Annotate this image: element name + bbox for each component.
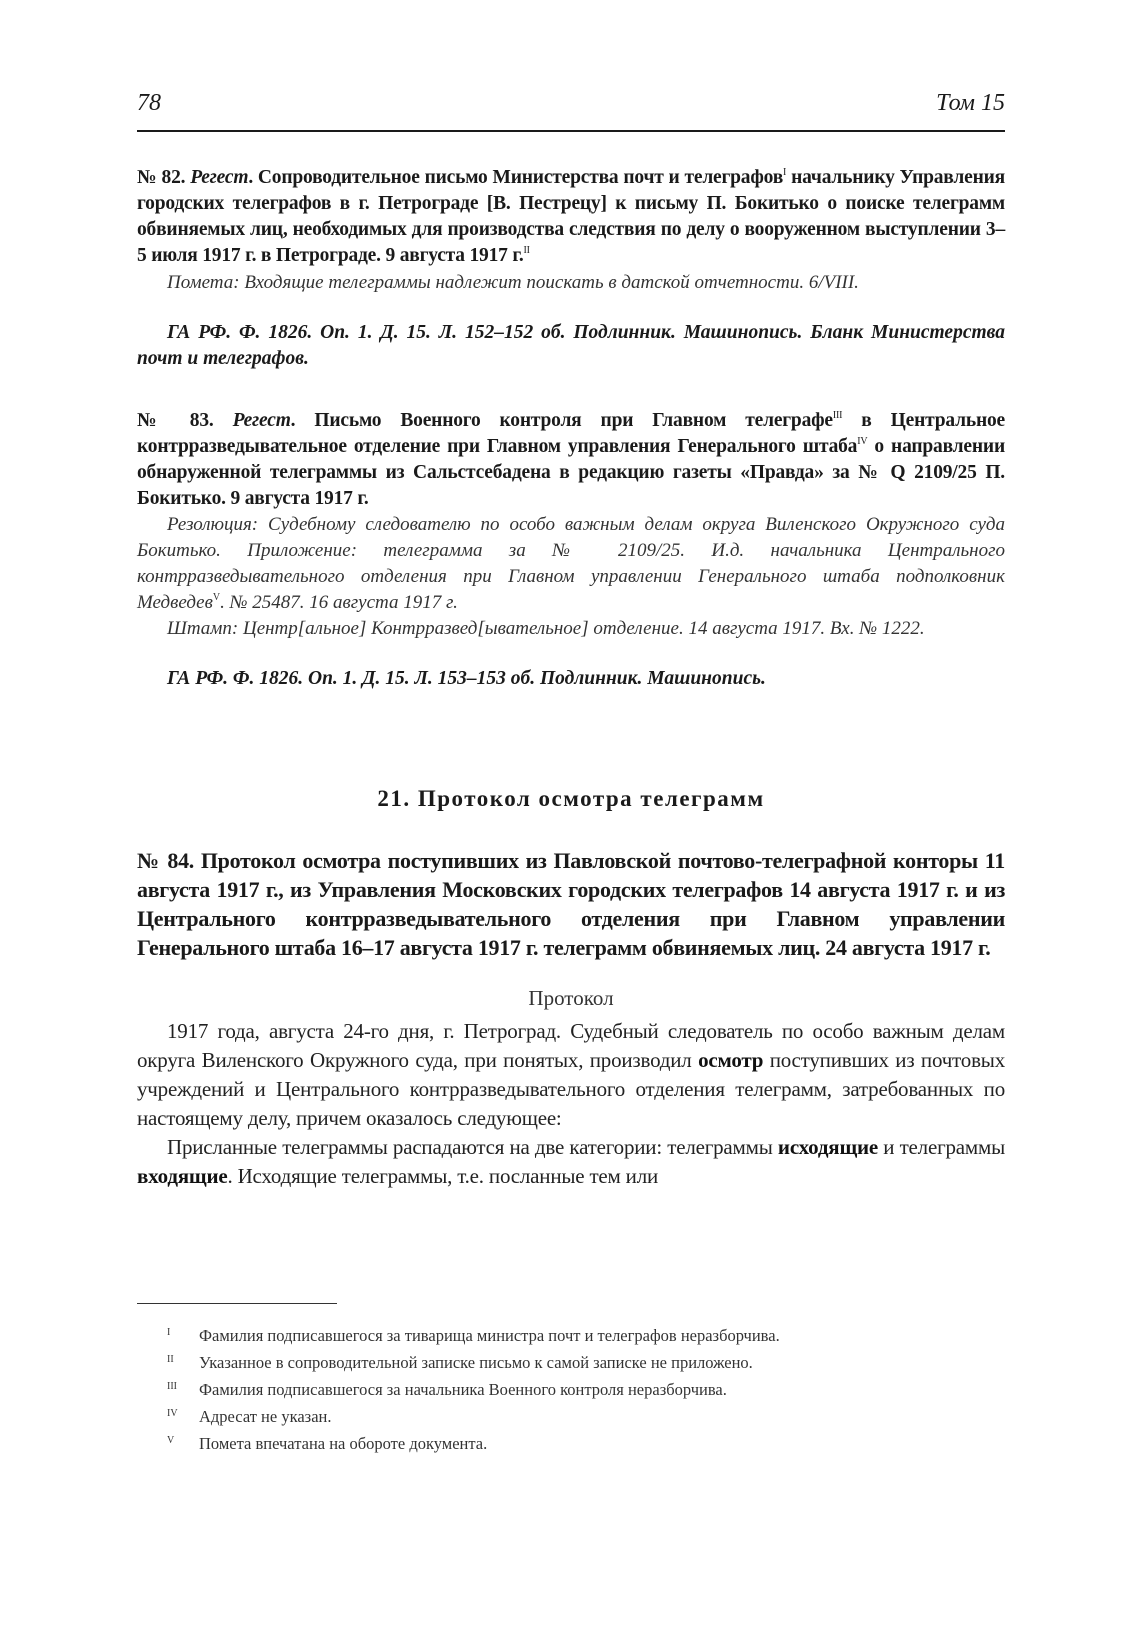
section-title: 21. Протокол осмотра телеграмм [377, 786, 765, 811]
p1-bold: осмотр [698, 1048, 764, 1072]
doc82-label: Регест [190, 167, 249, 188]
doc84-subtitle: Протокол [528, 986, 614, 1010]
doc83-label: Регест [232, 410, 291, 431]
volume-label: Том 15 [936, 90, 1005, 116]
p1-text-a: 1917 года, августа 24-го дня, г. Петроград. Судебный следователь по особо важным делам округа Виленского Окружного суда, при понятых, производил [137, 1019, 1005, 1072]
footnotes [137, 1322, 1005, 1457]
doc82-number: № 82. [137, 167, 191, 188]
footnote-text: Помета впечатана на обороте документа. [199, 1434, 488, 1453]
running-header [137, 90, 1005, 124]
doc83-number: № 83. [137, 410, 233, 431]
doc83-source: ГА РФ. Ф. 1826. Оп. 1. Д. 15. Л. 153–153 об. Подлинник. Машинопись. [167, 668, 766, 689]
document-82 [137, 165, 1005, 372]
doc84-paragraph-2 [137, 1133, 1005, 1191]
p2-bold-1: исходящие [777, 1135, 878, 1159]
footnote-ref-2[interactable]: II [523, 245, 530, 256]
footnote-ref-5[interactable]: V [212, 592, 221, 603]
doc82-note: Помета: Входящие телеграммы надлежит поискать в датской отчетности. 6/VIII. [167, 272, 859, 293]
p2-text-c: . Исходящие телеграммы, т.е. посланные тем или [227, 1164, 659, 1188]
footnote-ref-4[interactable]: IV [857, 436, 868, 447]
footnote-rule [137, 1303, 337, 1304]
doc82-regest [137, 165, 1005, 269]
doc82-text-cont: начальнику Управления городских телеграфов в г. Петрограде [В. Пестрецу] к письму П. Бокитько о поиске телеграмм обвиняемых лиц, необходимых для производства следствия по делу о вооруженном выступлении 3–5 июля 1917 г. в Петрограде. 9 августа 1917 г. [137, 167, 1005, 266]
footnote [137, 1403, 1005, 1430]
doc83-resolution [137, 512, 1005, 616]
doc84-paragraph-1 [137, 1017, 1005, 1133]
doc82-text: . Сопроводительное письмо Министерства почт и телеграфов [248, 167, 784, 188]
footnote-mark: V [167, 1435, 175, 1446]
doc83-stamp: Штамп: Центр[альное] Контрразвед[ывательное] отделение. 14 августа 1917. Вх. № 1222. [167, 618, 925, 639]
footnote-text: Фамилия подписавшегося за тиварища министра почт и телеграфов неразборчива. [199, 1326, 780, 1345]
doc83-text-c: о направлении обнаруженной телеграммы из Сальстсебадена в редакцию газеты «Правда» за № Q 2109/25 П. Бокитько. 9 августа 1917 г. [137, 436, 1005, 509]
footnote-text: Адресат не указан. [199, 1407, 332, 1426]
header-rule [137, 130, 1005, 132]
document-83 [137, 408, 1005, 692]
doc83-text-a: . Письмо Военного контроля при Главном телеграфе [290, 410, 833, 431]
p1-text-b: поступивших из почтовых учреждений и Центрального контрразведывательного отделения телеграмм, затребованных по настоящему делу, причем оказалось следующее: [137, 1048, 1005, 1130]
footnote-ref-1[interactable]: I [783, 167, 787, 178]
document-84 [137, 846, 1005, 1191]
p2-text-a: Присланные телеграммы распадаются на две категории: телеграммы [167, 1135, 778, 1159]
footnote [137, 1430, 1005, 1457]
footnote-text: Фамилия подписавшегося за начальника Военного контроля неразборчива. [199, 1380, 727, 1399]
footnote-mark: IV [167, 1408, 178, 1419]
footnote-mark: I [167, 1327, 171, 1338]
p2-text-b: и телеграммы [878, 1135, 1005, 1159]
footnote [137, 1322, 1005, 1349]
doc82-source: ГА РФ. Ф. 1826. Оп. 1. Д. 15. Л. 152–152 об. Подлинник. Машинопись. Бланк Министерства почт и телеграфов. [137, 322, 1005, 369]
doc83-regest [137, 408, 1005, 512]
footnote-mark: II [167, 1354, 174, 1365]
footnote [137, 1376, 1005, 1403]
footnote-text: Указанное в сопроводительной записке письмо к самой записке не приложено. [199, 1353, 753, 1372]
doc83-resolution-text: Резолюция: Судебному следователю по особо важным делам округа Виленского Окружного суда Бокитько. Приложение: телеграмма за № 2109/25. И.д. начальника Центрального контрразведывательного отделения при Главном управлении Генерального штаба подполковник Медведев [137, 514, 1005, 613]
doc83-resolution-date: . № 25487. 16 августа 1917 г. [220, 592, 458, 613]
page-number: 78 [137, 90, 161, 116]
doc83-text-b: в Центральное контрразведывательное отделение при Главном управления Генерального штаба [137, 410, 1005, 457]
p2-bold-2: входящие [137, 1164, 228, 1188]
doc84-title: № 84. Протокол осмотра поступивших из Павловской почтово-телеграфной конторы 11 августа 1917 г., из Управления Московских городских телеграфов 14 августа 1917 г. и из Центрального контрразведывательного отделения при Главном управлении Генерального штаба 16–17 августа 1917 г. телеграмм обвиняемых лиц. 24 августа 1917 г. [137, 848, 1005, 960]
footnote-mark: III [167, 1381, 177, 1392]
footnote-ref-3[interactable]: III [832, 410, 843, 421]
footnote [137, 1349, 1005, 1376]
